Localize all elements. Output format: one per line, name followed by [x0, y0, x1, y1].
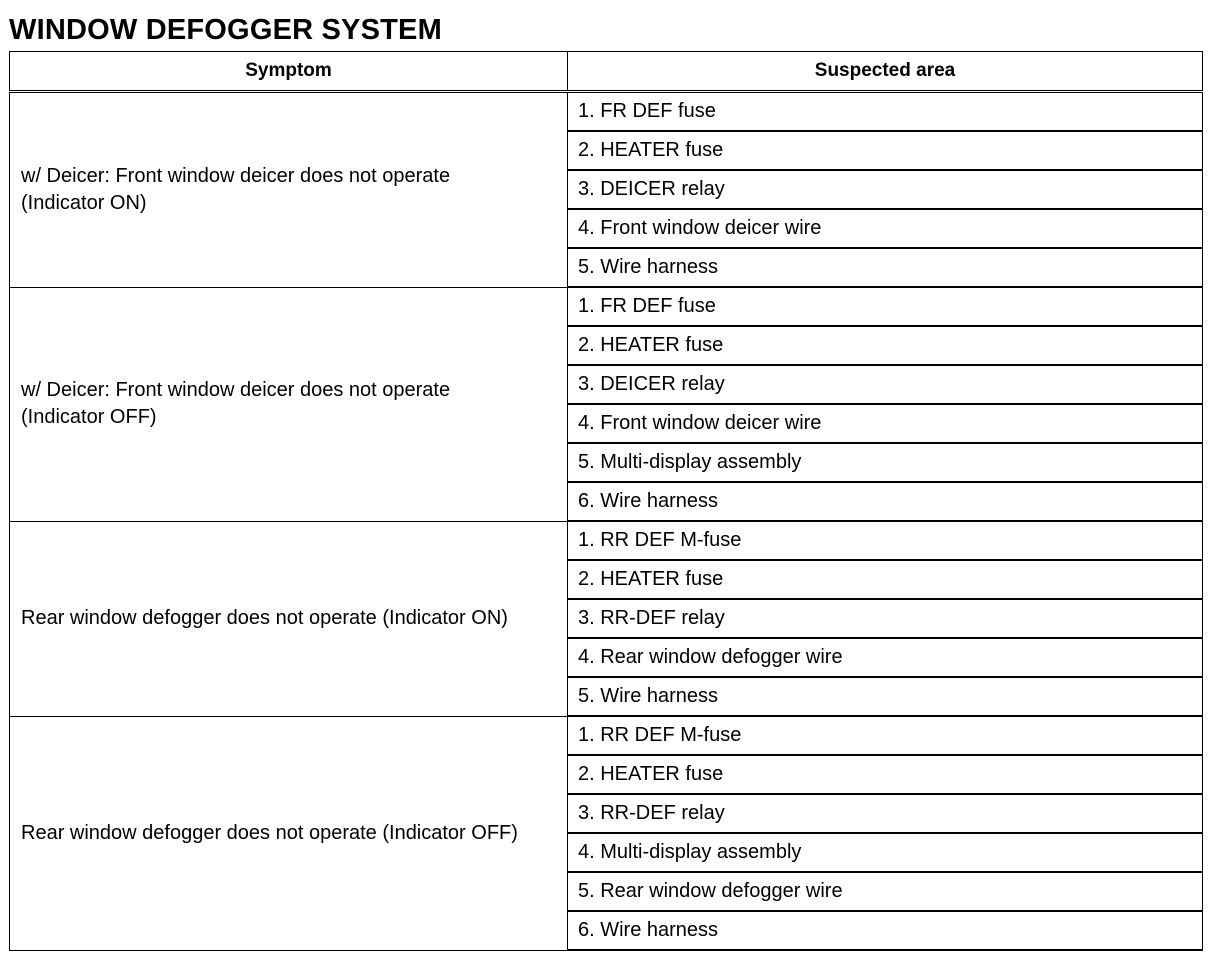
suspected-area-cell: 4. Rear window defogger wire [568, 638, 1203, 677]
suspected-area-column-header: Suspected area [568, 52, 1203, 92]
suspected-area-cell: 3. DEICER relay [568, 365, 1203, 404]
suspected-area-cell: 3. RR-DEF relay [568, 794, 1203, 833]
symptom-cell: Rear window defogger does not operate (Indicator OFF) [10, 716, 568, 950]
table-row [10, 521, 1203, 560]
symptom-column-header: Symptom [10, 52, 568, 92]
suspected-area-cell: 6. Wire harness [568, 482, 1203, 521]
header-row [10, 52, 1203, 92]
suspected-area-cell: 5. Rear window defogger wire [568, 872, 1203, 911]
table-row [10, 287, 1203, 326]
suspected-area-cell: 3. DEICER relay [568, 170, 1203, 209]
table-row [10, 92, 1203, 132]
suspected-area-cell: 2. HEATER fuse [568, 131, 1203, 170]
suspected-area-cell: 5. Wire harness [568, 677, 1203, 716]
suspected-area-cell: 2. HEATER fuse [568, 326, 1203, 365]
suspected-area-cell: 4. Multi-display assembly [568, 833, 1203, 872]
suspected-area-cell: 4. Front window deicer wire [568, 404, 1203, 443]
suspected-area-cell: 2. HEATER fuse [568, 755, 1203, 794]
suspected-area-cell: 5. Wire harness [568, 248, 1203, 287]
troubleshooting-table [9, 51, 1203, 951]
table-row [10, 716, 1203, 755]
suspected-area-cell: 4. Front window deicer wire [568, 209, 1203, 248]
symptom-cell: Rear window defogger does not operate (Indicator ON) [10, 521, 568, 716]
suspected-area-cell: 1. FR DEF fuse [568, 287, 1203, 326]
symptom-cell: w/ Deicer: Front window deicer does not operate (Indicator OFF) [10, 287, 568, 521]
suspected-area-cell: 1. RR DEF M-fuse [568, 716, 1203, 755]
suspected-area-cell: 5. Multi-display assembly [568, 443, 1203, 482]
suspected-area-cell: 6. Wire harness [568, 911, 1203, 950]
suspected-area-cell: 1. RR DEF M-fuse [568, 521, 1203, 560]
suspected-area-cell: 2. HEATER fuse [568, 560, 1203, 599]
suspected-area-cell: 1. FR DEF fuse [568, 92, 1203, 132]
suspected-area-cell: 3. RR-DEF relay [568, 599, 1203, 638]
symptom-cell: w/ Deicer: Front window deicer does not operate (Indicator ON) [10, 92, 568, 288]
page-title: WINDOW DEFOGGER SYSTEM [9, 14, 442, 46]
